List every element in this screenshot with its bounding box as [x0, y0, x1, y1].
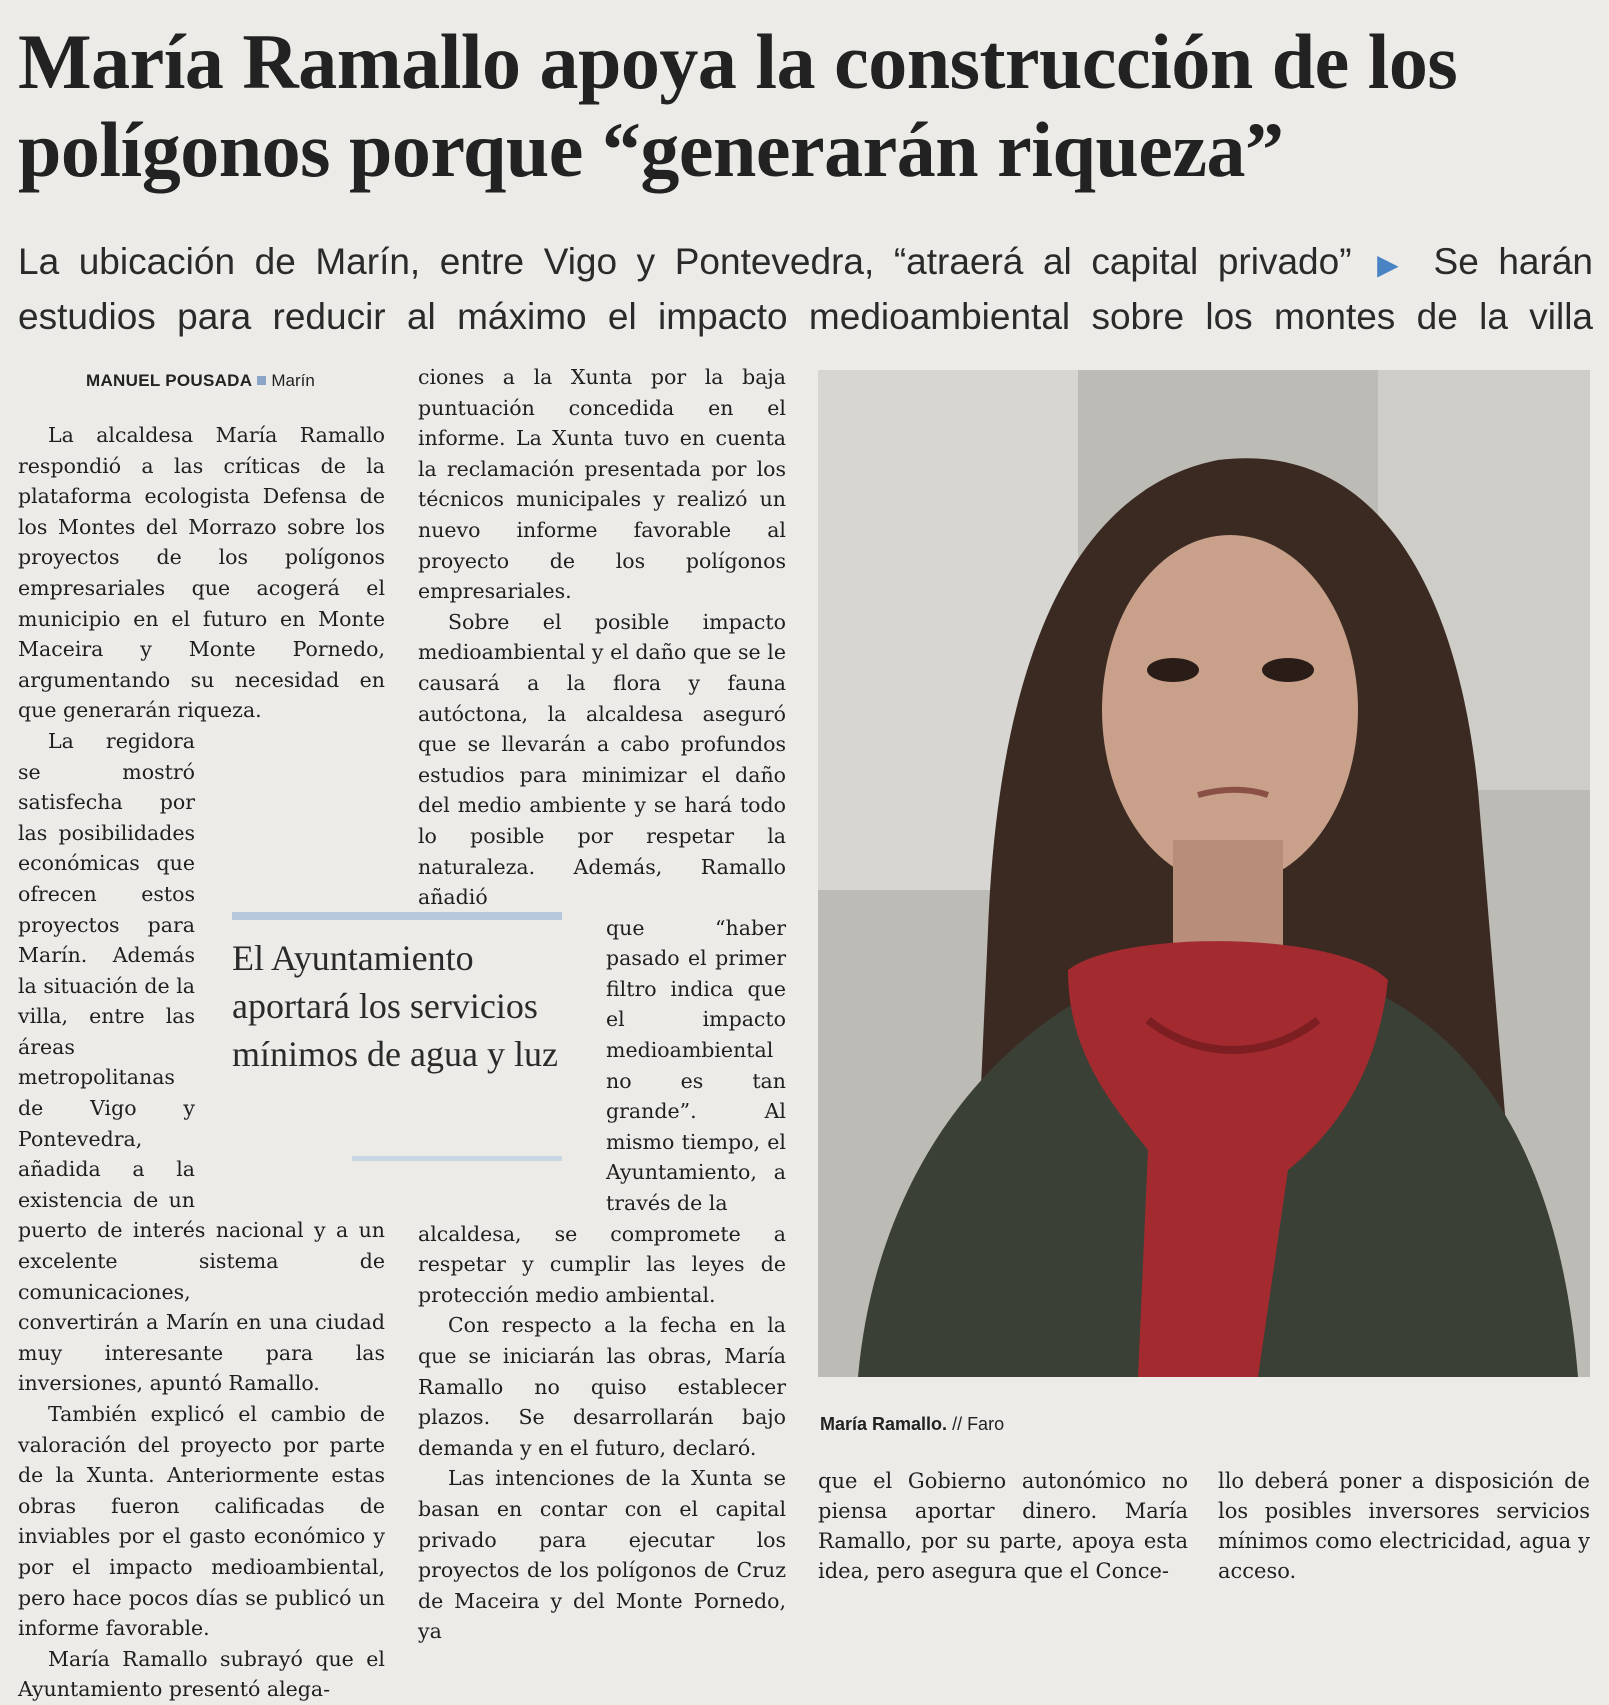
paragraph-continued: alcaldesa, se compromete a respetar y cumplir las leyes de protección medio ambiental. [418, 1221, 786, 1307]
paragraph: También explicó el cambio de valoración del proyecto por parte de la Xunta. Anteriormente estas obras fueron calificadas de inviables por el gasto económico y por el impacto medioambiental, pero hace pocos días se publicó un informe favorable. [18, 1402, 385, 1641]
paragraph: Las intenciones de la Xunta se basan en contar con el capital privado para ejecutar los proyectos de los polígonos de Cruz de Maceira y del Monte Pornedo, ya [418, 1466, 786, 1644]
paragraph-continued: que “haber pasado el primer filtro indica que el impacto medioambiental no es tan grande”. Al mismo tiempo, el Ayuntamiento, a través de la [606, 915, 786, 1216]
byline-author: MANUEL POUSADA [86, 371, 253, 390]
paragraph-continued: llo deberá poner a disposición de los posibles inversores servicios mínimos como electricidad, agua y acceso. [1218, 1469, 1590, 1583]
paragraph-continued: metropolitanas de Vigo y Pontevedra, añadida a la existencia de un puerto de interés nacional y a un excelente sistema de comunicaciones, [18, 1065, 385, 1304]
headline: María Ramallo apoya la construcción de los polígonos porque “generarán riqueza” [18, 18, 1458, 193]
byline-location: Marín [271, 371, 315, 390]
paragraph: Sobre el posible impacto medioambiental y el daño que se le causará a la flora y fauna autóctona, la alcaldesa aseguró que se llevarán a cabo profundos estudios para minimizar el daño del medio ambiente y se hará todo lo posible por respetar la naturaleza. Además, Ramallo añadió [418, 609, 786, 910]
square-bullet-icon [257, 376, 266, 385]
play-arrow-icon: ▶ [1377, 249, 1408, 280]
paragraph: La alcaldesa María Ramallo respondió a las críticas de la plataforma ecologista Defensa de los Montes del Morrazo sobre los proyectos de los polígonos empresariales que acogerá el municipio en el futuro en Monte Maceira y Monte Pornedo, argumentando su necesidad en que generarán riqueza. [18, 423, 385, 723]
photo-caption [820, 1414, 1004, 1435]
paragraph: Con respecto a la fecha en la que se iniciarán las obras, María Ramallo no quiso establecer plazos. Se desarrollarán bajo demanda y en el futuro, declaró. [418, 1313, 786, 1460]
byline [86, 371, 315, 391]
portrait-illustration [818, 370, 1590, 1377]
paragraph: La regidora se mostró satisfecha por las posibilidades económicas que ofrecen estos proyectos para Marín. Además la situación de la villa, entre las áreas [18, 728, 195, 1059]
paragraph-continued: convertirán a Marín en una ciudad muy interesante para las inversiones, apuntó Ramallo. [18, 1310, 385, 1396]
caption-credit: // Faro [952, 1414, 1005, 1434]
caption-name: María Ramallo. [820, 1414, 948, 1434]
paragraph-continued: ciones a la Xunta por la baja puntuación concedida en el informe. La Xunta tuvo en cuenta la reclamación presentada por los técnicos municipales y realizó un nuevo informe favorable al proyecto de los polígonos empresariales. [418, 365, 786, 604]
subhead-part-1: La ubicación de Marín, entre Vigo y Pontevedra, “atraerá al capital privado” [18, 241, 1352, 282]
pullquote-rule [352, 1156, 562, 1161]
portrait-photo [818, 370, 1590, 1377]
article-column-3 [818, 1466, 1188, 1586]
subheadline [18, 236, 1593, 343]
subhead-part-2: Se harán estudios para reducir al máximo el impacto medioambiental sobre los montes de la villa [18, 241, 1593, 337]
paragraph-continued: que el Gobierno autonómico no piensa aportar dinero. María Ramallo, por su parte, apoya esta idea, pero asegura que el Conce- [818, 1469, 1188, 1583]
article-column-4 [1218, 1466, 1590, 1586]
pullquote-text: El Ayuntamiento aportará los servicios mínimos de agua y luz [232, 938, 558, 1074]
pullquote [232, 912, 562, 1078]
paragraph: María Ramallo subrayó que el Ayuntamiento presentó alega- [18, 1646, 385, 1702]
